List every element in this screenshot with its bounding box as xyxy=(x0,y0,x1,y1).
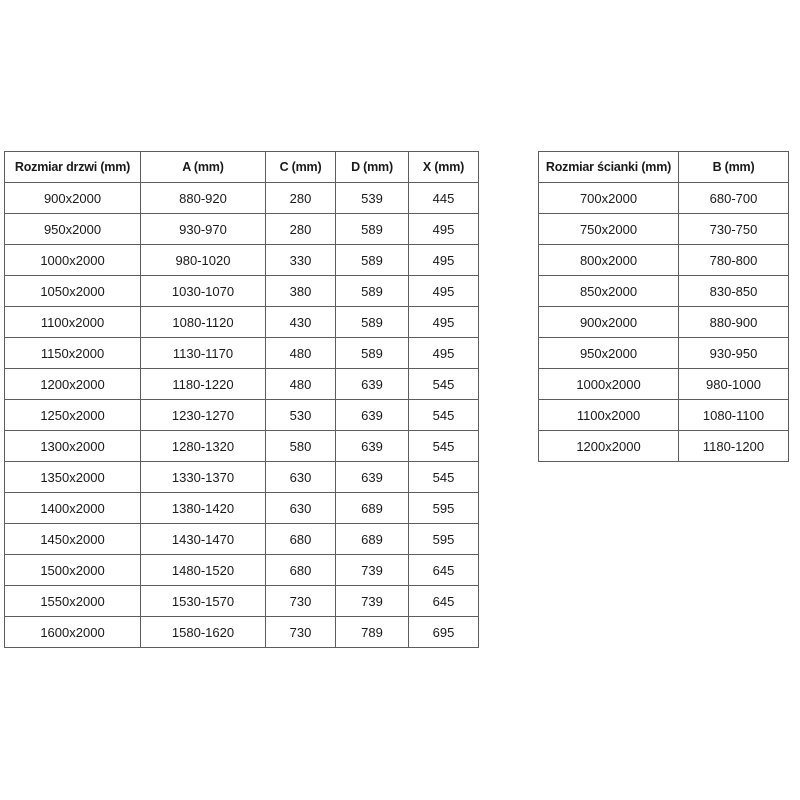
table-cell: 1080-1120 xyxy=(141,307,266,338)
table-cell: 495 xyxy=(409,307,479,338)
table-cell: 1200x2000 xyxy=(539,431,679,462)
table-row xyxy=(539,400,789,431)
table-cell: 545 xyxy=(409,400,479,431)
table-cell: 695 xyxy=(409,617,479,648)
table-cell: 589 xyxy=(336,276,409,307)
table-cell: 980-1020 xyxy=(141,245,266,276)
table-row xyxy=(5,369,479,400)
table-cell: 595 xyxy=(409,493,479,524)
door-size-table xyxy=(4,151,479,648)
table-row xyxy=(5,214,479,245)
table-cell: 1330-1370 xyxy=(141,462,266,493)
table-cell: 689 xyxy=(336,524,409,555)
table-row xyxy=(5,524,479,555)
table-cell: 1280-1320 xyxy=(141,431,266,462)
table-cell: 280 xyxy=(266,214,336,245)
table-cell: 645 xyxy=(409,555,479,586)
table-cell: 1080-1100 xyxy=(679,400,789,431)
column-header: A (mm) xyxy=(141,152,266,183)
column-header: C (mm) xyxy=(266,152,336,183)
table-cell: 580 xyxy=(266,431,336,462)
table-row xyxy=(5,493,479,524)
table-cell: 1300x2000 xyxy=(5,431,141,462)
table-cell: 950x2000 xyxy=(539,338,679,369)
table-cell: 630 xyxy=(266,493,336,524)
table-cell: 589 xyxy=(336,338,409,369)
table-row xyxy=(5,183,479,214)
table-cell: 1250x2000 xyxy=(5,400,141,431)
table-cell: 380 xyxy=(266,276,336,307)
table-cell: 495 xyxy=(409,276,479,307)
table-cell: 1180-1200 xyxy=(679,431,789,462)
wall-table-header-row xyxy=(539,152,789,183)
table-cell: 545 xyxy=(409,369,479,400)
table-cell: 750x2000 xyxy=(539,214,679,245)
table-row xyxy=(5,586,479,617)
table-row xyxy=(5,245,479,276)
table-cell: 1530-1570 xyxy=(141,586,266,617)
table-cell: 330 xyxy=(266,245,336,276)
table-cell: 530 xyxy=(266,400,336,431)
column-header: B (mm) xyxy=(679,152,789,183)
table-cell: 1130-1170 xyxy=(141,338,266,369)
table-cell: 1230-1270 xyxy=(141,400,266,431)
table-cell: 850x2000 xyxy=(539,276,679,307)
table-cell: 739 xyxy=(336,586,409,617)
table-row xyxy=(5,307,479,338)
table-cell: 495 xyxy=(409,214,479,245)
table-row xyxy=(539,183,789,214)
table-row xyxy=(5,276,479,307)
table-cell: 639 xyxy=(336,462,409,493)
table-cell: 739 xyxy=(336,555,409,586)
table-cell: 430 xyxy=(266,307,336,338)
table-row xyxy=(5,555,479,586)
table-row xyxy=(539,214,789,245)
table-cell: 1050x2000 xyxy=(5,276,141,307)
table-cell: 480 xyxy=(266,369,336,400)
table-cell: 639 xyxy=(336,400,409,431)
table-cell: 980-1000 xyxy=(679,369,789,400)
table-cell: 480 xyxy=(266,338,336,369)
column-header: Rozmiar ścianki (mm) xyxy=(539,152,679,183)
table-cell: 680-700 xyxy=(679,183,789,214)
table-cell: 1380-1420 xyxy=(141,493,266,524)
table-cell: 730 xyxy=(266,586,336,617)
table-row xyxy=(539,369,789,400)
table-cell: 495 xyxy=(409,338,479,369)
table-cell: 800x2000 xyxy=(539,245,679,276)
table-row xyxy=(5,338,479,369)
table-row xyxy=(5,617,479,648)
table-row xyxy=(539,307,789,338)
table-cell: 1000x2000 xyxy=(539,369,679,400)
table-cell: 495 xyxy=(409,245,479,276)
table-cell: 630 xyxy=(266,462,336,493)
table-cell: 1100x2000 xyxy=(539,400,679,431)
table-cell: 539 xyxy=(336,183,409,214)
table-cell: 880-920 xyxy=(141,183,266,214)
table-cell: 589 xyxy=(336,307,409,338)
table-cell: 880-900 xyxy=(679,307,789,338)
table-cell: 595 xyxy=(409,524,479,555)
table-cell: 1500x2000 xyxy=(5,555,141,586)
table-cell: 930-970 xyxy=(141,214,266,245)
table-cell: 280 xyxy=(266,183,336,214)
table-cell: 1100x2000 xyxy=(5,307,141,338)
table-cell: 545 xyxy=(409,431,479,462)
table-cell: 1200x2000 xyxy=(5,369,141,400)
table-cell: 680 xyxy=(266,555,336,586)
table-row xyxy=(5,400,479,431)
table-row xyxy=(539,245,789,276)
table-cell: 645 xyxy=(409,586,479,617)
table-row xyxy=(539,276,789,307)
table-cell: 1450x2000 xyxy=(5,524,141,555)
table-cell: 445 xyxy=(409,183,479,214)
table-cell: 730-750 xyxy=(679,214,789,245)
table-cell: 700x2000 xyxy=(539,183,679,214)
table-cell: 930-950 xyxy=(679,338,789,369)
table-cell: 589 xyxy=(336,214,409,245)
table-row xyxy=(5,462,479,493)
table-row xyxy=(539,338,789,369)
table-cell: 639 xyxy=(336,431,409,462)
wall-size-table xyxy=(538,151,789,462)
column-header: X (mm) xyxy=(409,152,479,183)
table-cell: 1400x2000 xyxy=(5,493,141,524)
table-cell: 1000x2000 xyxy=(5,245,141,276)
table-cell: 730 xyxy=(266,617,336,648)
table-row xyxy=(539,431,789,462)
door-table-header-row xyxy=(5,152,479,183)
table-cell: 1480-1520 xyxy=(141,555,266,586)
table-cell: 1430-1470 xyxy=(141,524,266,555)
table-cell: 545 xyxy=(409,462,479,493)
table-cell: 900x2000 xyxy=(5,183,141,214)
table-cell: 1030-1070 xyxy=(141,276,266,307)
table-cell: 589 xyxy=(336,245,409,276)
table-cell: 1600x2000 xyxy=(5,617,141,648)
table-cell: 780-800 xyxy=(679,245,789,276)
table-cell: 1180-1220 xyxy=(141,369,266,400)
table-cell: 1550x2000 xyxy=(5,586,141,617)
column-header: Rozmiar drzwi (mm) xyxy=(5,152,141,183)
table-cell: 830-850 xyxy=(679,276,789,307)
table-cell: 789 xyxy=(336,617,409,648)
table-cell: 900x2000 xyxy=(539,307,679,338)
column-header: D (mm) xyxy=(336,152,409,183)
table-cell: 950x2000 xyxy=(5,214,141,245)
table-cell: 689 xyxy=(336,493,409,524)
table-row xyxy=(5,431,479,462)
table-cell: 1350x2000 xyxy=(5,462,141,493)
table-cell: 639 xyxy=(336,369,409,400)
table-cell: 1580-1620 xyxy=(141,617,266,648)
table-cell: 680 xyxy=(266,524,336,555)
table-cell: 1150x2000 xyxy=(5,338,141,369)
